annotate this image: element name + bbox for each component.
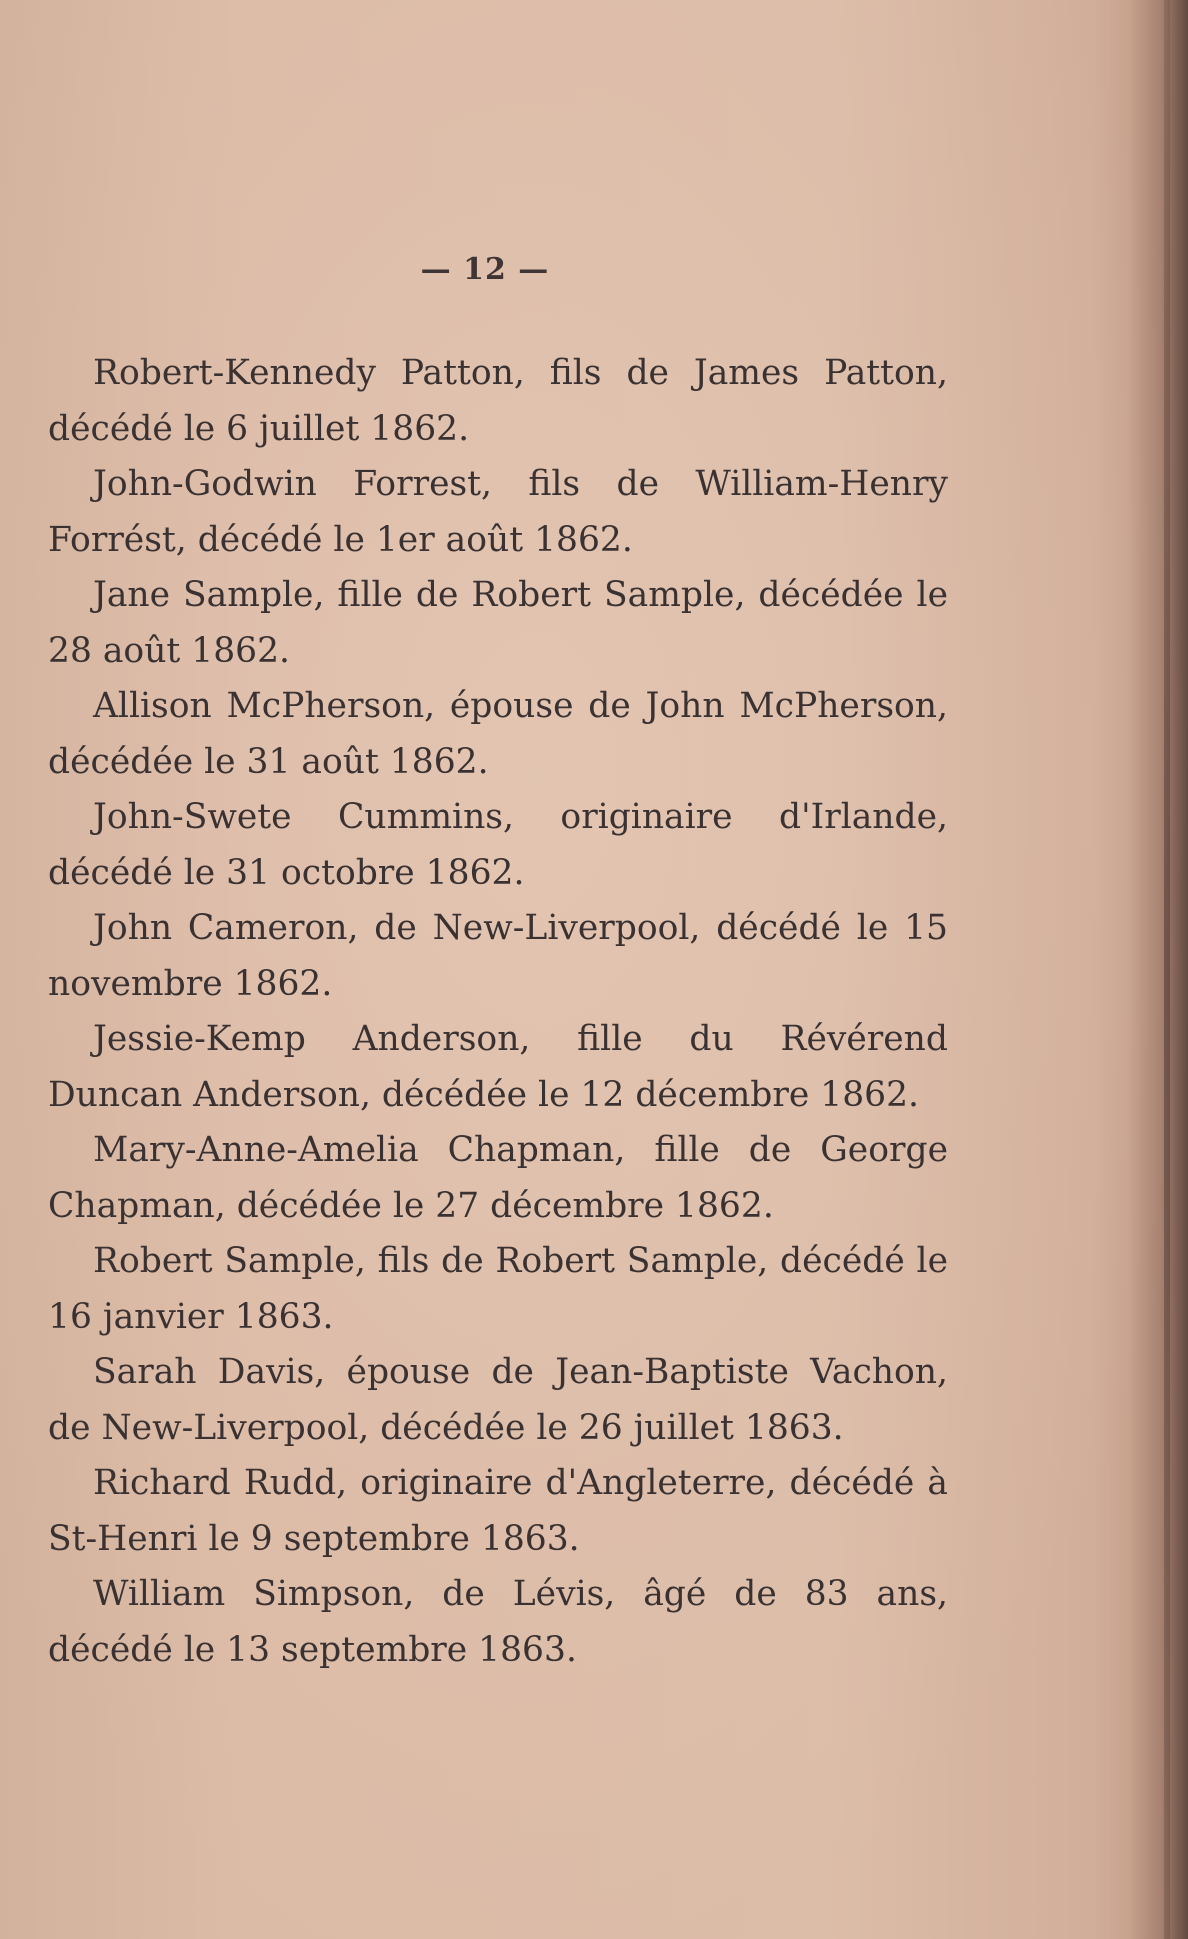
entry-7: Jessie-Kemp Anderson, fille du Révérend Duncan Anderson, décédée le 12 décembre 1862. <box>48 1019 948 1115</box>
entry-5: John-Swete Cummins, originaire d'Irlande, décédé le 31 octobre 1862. <box>48 797 948 893</box>
page-number: — 12 — <box>420 252 550 287</box>
entry-6: John Cameron, de New-Liverpool, décédé le 15 novembre 1862. <box>48 908 948 1004</box>
entry-9: Robert Sample, fils de Robert Sample, décédé le 16 janvier 1863. <box>48 1241 948 1337</box>
death-register-text <box>48 346 948 1678</box>
entry-1: Robert-Kennedy Patton, fils de James Patton, décédé le 6 juillet 1862. <box>48 353 948 449</box>
entry-4: Allison McPherson, épouse de John McPherson, décédée le 31 août 1862. <box>48 686 948 782</box>
entry-3: Jane Sample, fille de Robert Sample, décédée le 28 août 1862. <box>48 575 948 671</box>
entry-10: Sarah Davis, épouse de Jean-Baptiste Vachon, de New-Liverpool, décédée le 26 juillet 1863. <box>48 1352 948 1448</box>
entry-8: Mary-Anne-Amelia Chapman, fille de George Chapman, décédée le 27 décembre 1862. <box>48 1130 948 1226</box>
entry-12: William Simpson, de Lévis, âgé de 83 ans, décédé le 13 septembre 1863. <box>48 1574 948 1670</box>
page-edge-line <box>1164 0 1170 1939</box>
entry-11: Richard Rudd, originaire d'Angleterre, décédé à St-Henri le 9 septembre 1863. <box>48 1463 948 1559</box>
entry-2: John-Godwin Forrest, fils de William-Henry Forrést, décédé le 1er août 1862. <box>48 464 948 560</box>
page-edge-shadow <box>1128 0 1188 1939</box>
